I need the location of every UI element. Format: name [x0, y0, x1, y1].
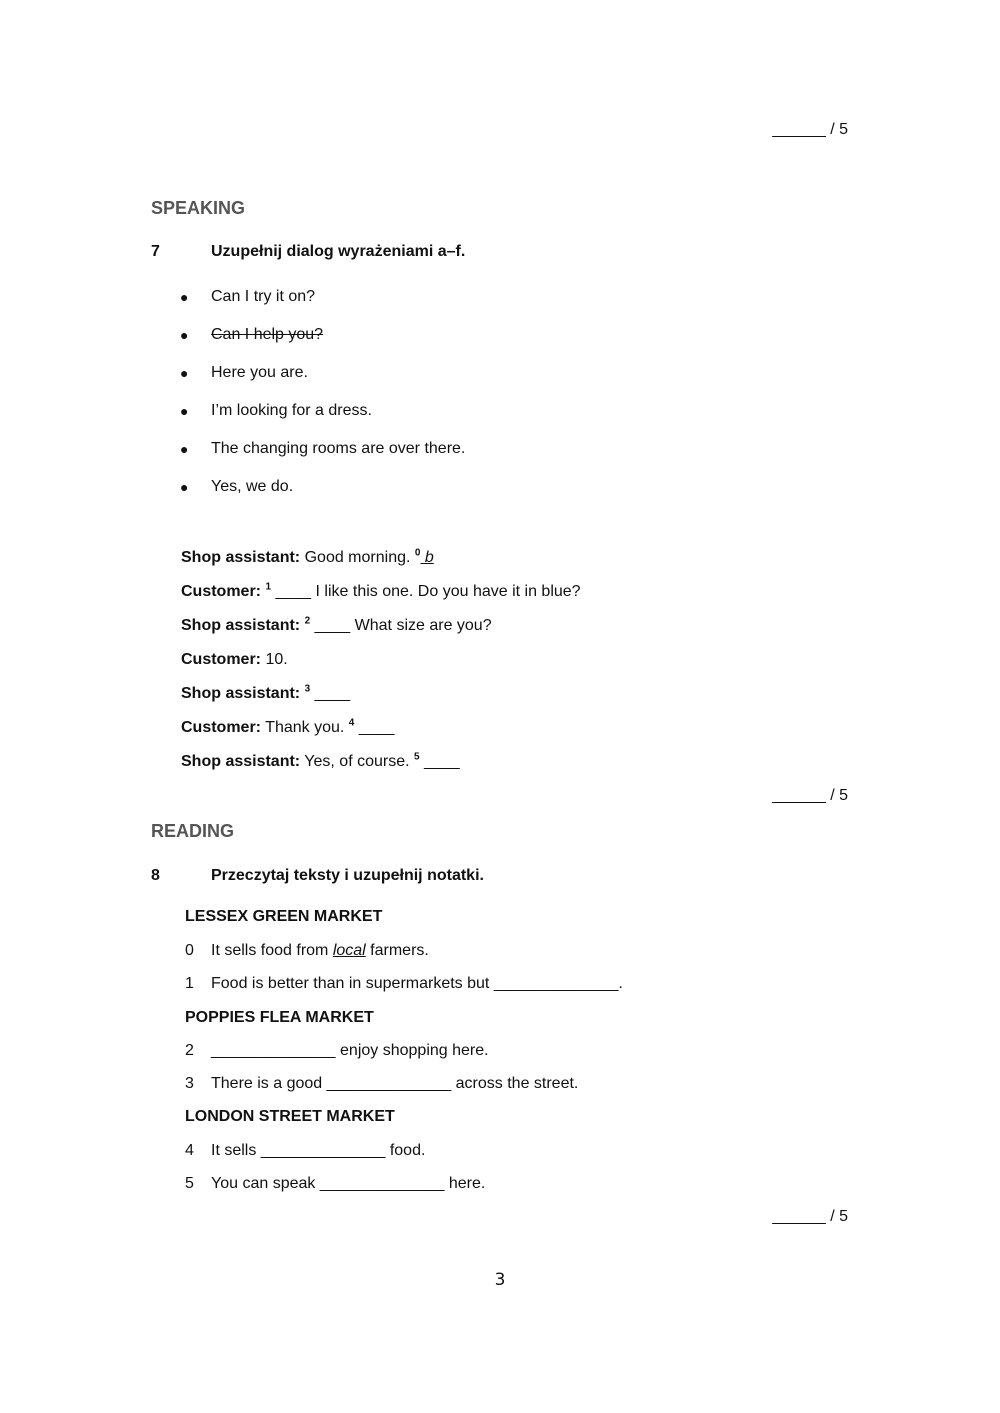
- note-text: It sells food from: [211, 942, 333, 959]
- note-text: You can speak: [211, 1175, 320, 1192]
- option-item: I’m looking for a dress.: [211, 402, 372, 419]
- example-answer: b: [420, 549, 434, 566]
- exercise-instruction: Uzupełnij dialog wyrażeniami a–f.: [211, 243, 466, 260]
- dialogue-line: [181, 651, 288, 669]
- note-text: across the street.: [451, 1075, 579, 1092]
- dialogue-line: [181, 753, 460, 771]
- exercise-instruction: Przeczytaj teksty i uzupełnij notatki.: [211, 867, 484, 884]
- speaker-label: Shop assistant:: [181, 685, 301, 702]
- item-number: 2: [185, 1042, 194, 1059]
- option-item: Can I try it on?: [211, 288, 316, 305]
- section-heading-reading: READING: [151, 821, 235, 841]
- item-number: 5: [185, 1175, 194, 1192]
- score-line: ______ / 5: [772, 1208, 848, 1225]
- gap-number: 0: [414, 547, 421, 559]
- bullet-icon: ●: [180, 289, 189, 305]
- page-number: 3: [494, 1270, 506, 1290]
- market-heading: LESSEX GREEN MARKET: [185, 908, 383, 925]
- item-number: 3: [185, 1075, 194, 1092]
- answer-gap[interactable]: ______________: [493, 975, 619, 992]
- gap-number: 4: [348, 717, 355, 729]
- answer-gap[interactable]: ____: [310, 617, 351, 634]
- answer-gap[interactable]: ______________: [326, 1075, 452, 1092]
- answer-gap[interactable]: ____: [271, 583, 312, 600]
- answer-gap[interactable]: ____: [354, 719, 395, 736]
- speaker-label: Shop assistant:: [181, 753, 301, 770]
- section-heading-speaking: SPEAKING: [151, 198, 246, 218]
- gap-number: 2: [304, 615, 311, 627]
- item-number: 4: [185, 1142, 194, 1159]
- score-line: ______ / 5: [772, 121, 848, 138]
- dialogue-text: Yes, of course.: [304, 753, 410, 770]
- dialogue-line: [181, 583, 581, 601]
- note-item: [211, 1075, 578, 1093]
- dialogue-text: I like this one. Do you have it in blue?: [311, 583, 581, 600]
- market-heading: LONDON STREET MARKET: [185, 1108, 395, 1125]
- answer-gap[interactable]: ______________: [319, 1175, 445, 1192]
- item-number: 0: [185, 942, 194, 959]
- score-line: ______ / 5: [772, 787, 848, 804]
- answer-gap[interactable]: ______________: [260, 1142, 386, 1159]
- answer-gap[interactable]: ______________: [211, 1042, 336, 1059]
- dialogue-text: 10.: [265, 651, 288, 668]
- market-heading: POPPIES FLEA MARKET: [185, 1009, 374, 1026]
- speaker-label: Customer:: [181, 719, 262, 736]
- bullet-icon: ●: [180, 365, 189, 381]
- dialogue-line: [181, 617, 492, 635]
- note-item: [211, 975, 623, 993]
- note-item: [211, 1042, 489, 1060]
- note-text: enjoy shopping here.: [335, 1042, 489, 1059]
- note-item: [211, 1175, 485, 1193]
- dialogue-line: [181, 685, 350, 703]
- note-item: [211, 942, 429, 960]
- bullet-icon: ●: [180, 479, 189, 495]
- note-text: farmers.: [365, 942, 429, 959]
- exercise-number: 7: [151, 243, 160, 260]
- speaker-label: Shop assistant:: [181, 549, 301, 566]
- gap-number: 1: [265, 581, 272, 593]
- bullet-icon: ●: [180, 441, 189, 457]
- dialogue-text: What size are you?: [350, 617, 492, 634]
- note-item: [211, 1142, 425, 1160]
- option-item: The changing rooms are over there.: [211, 440, 466, 457]
- answer-gap[interactable]: ____: [310, 685, 351, 702]
- dialogue-line: [181, 549, 434, 567]
- speaker-label: Shop assistant:: [181, 617, 301, 634]
- speaker-label: Customer:: [181, 583, 262, 600]
- option-item: Yes, we do.: [211, 478, 294, 495]
- gap-number: 5: [414, 751, 420, 763]
- bullet-icon: ●: [180, 327, 189, 343]
- note-text: food.: [385, 1142, 426, 1159]
- option-item-crossed-out: Can I help you?: [211, 326, 324, 343]
- note-text: There is a good: [211, 1075, 327, 1092]
- answer-gap[interactable]: ____: [419, 753, 460, 770]
- gap-number: 3: [304, 683, 311, 695]
- item-number: 1: [185, 975, 194, 992]
- example-answer: local: [332, 942, 366, 959]
- note-text: here.: [444, 1175, 486, 1192]
- note-text: .: [618, 975, 623, 992]
- dialogue-line: [181, 719, 394, 737]
- option-item: Here you are.: [211, 364, 308, 381]
- note-text: Food is better than in supermarkets but: [211, 975, 494, 992]
- note-text: It sells: [211, 1142, 261, 1159]
- dialogue-text: Thank you.: [265, 719, 345, 736]
- dialogue-text: Good morning.: [304, 549, 411, 566]
- bullet-icon: ●: [180, 403, 189, 419]
- speaker-label: Customer:: [181, 651, 262, 668]
- exercise-number: 8: [151, 867, 160, 884]
